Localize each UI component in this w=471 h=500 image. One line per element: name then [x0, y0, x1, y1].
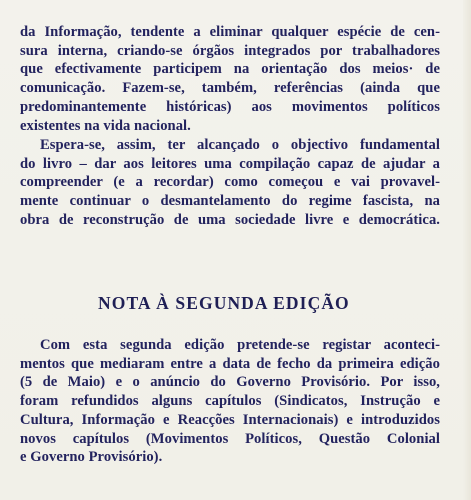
text-line: compreender (e a recordar) como começou e vai provavel-: [20, 174, 440, 191]
text-line: (5 de Maio) e o anúncio do Governo Provisório. Por isso,: [20, 374, 440, 391]
text-line: mente continuar o desmantelamento do regime fascista, na: [20, 193, 440, 210]
text-line: Cultura, Informação e Reacções Internacionais) e introduzidos: [20, 411, 440, 428]
text-line: sura interna, criando-se órgãos integrados por trabalhadores: [20, 42, 440, 59]
text-line: obra de reconstrução de uma sociedade livre e democrática.: [20, 211, 440, 228]
paragraph-information-policy: [20, 23, 440, 135]
text-line: mentos que mediaram entre a data de fecho da primeira edição: [20, 355, 440, 372]
text-line: Com esta segunda edição pretende-se registar aconteci-: [40, 337, 440, 353]
text-line: e Governo Provisório).: [20, 449, 163, 466]
text-line: predominantemente históricas) aos movimentos políticos: [20, 98, 440, 115]
text-line: que efectivamente participem na orientação dos meios· de: [20, 61, 440, 78]
text-line: do livro – dar aos leitores uma compilação capaz de ajudar a: [20, 155, 440, 172]
text-line: novos capítulos (Movimentos Políticos, Questão Colonial: [20, 430, 440, 447]
text-line: da Informação, tendente a eliminar qualquer espécie de cen-: [20, 24, 440, 40]
text-line: existentes na vida nacional.: [20, 117, 191, 134]
paragraph-book-objective: [20, 136, 440, 230]
paragraph-second-edition-note: [20, 336, 440, 467]
text-line: Espera-se, assim, ter alcançado o objectivo fundamental: [40, 137, 440, 153]
text-line: foram refundidos alguns capítulos (Sindicatos, Instrução e: [20, 393, 440, 410]
section-heading: NOTA À SEGUNDA EDIÇÃO: [98, 293, 350, 313]
text-line: comunicação. Fazem-se, também, referências (ainda que: [20, 80, 440, 97]
page-edge-shadow: [463, 0, 471, 500]
